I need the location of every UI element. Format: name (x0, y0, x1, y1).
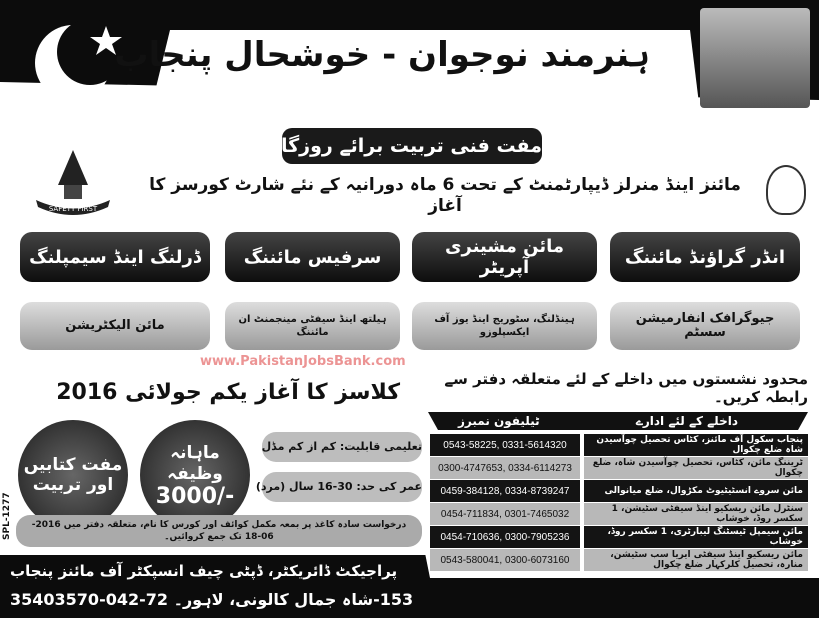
course-mine-electrician (20, 302, 210, 350)
table-row (430, 526, 808, 548)
course-health-safety (225, 302, 400, 350)
course-underground-mining (610, 232, 800, 282)
stipend-badge (140, 420, 250, 530)
course-label: سرفیس مائننگ (243, 246, 382, 268)
phone-cell: 0543-580041, 0300-6073160 (430, 549, 580, 571)
footer-address: 153-شاہ جمال کالونی، لاہور۔ 72-042-35403570 (10, 590, 414, 609)
contact-note: محدود نشستوں میں داخلے کے لئے متعلقہ دفتر سے رابطہ کریں۔ (444, 370, 808, 406)
institute-cell: مائن سیمپل ٹیسٹنگ لیبارٹری، 1 سکسر روڈ، خوشاب (584, 526, 808, 548)
safety-first-logo (28, 145, 118, 217)
subtitle: مائنز اینڈ منرلز ڈیپارٹمنٹ کے تحت 6 ماہ دورانیہ کے نئے شارٹ کورسز کا آغاز (149, 175, 741, 216)
institute-cell: مائن سروے انسٹیٹیوٹ مکڑوال، ضلع میانوالی (584, 480, 808, 502)
course-mine-machinery-operator (412, 232, 597, 282)
institute-cell: سنٹرل مائن ریسکیو اینڈ سیفٹی سٹیشن، 1 سکسر روڈ، خوشاب (584, 503, 808, 525)
phone-cell: 0459-384128, 0334-8739247 (430, 480, 580, 502)
free-books-badge (18, 420, 128, 530)
svg-text:SAFETY FIRST: SAFETY FIRST (48, 205, 98, 213)
phone-cell: 0543-58225, 0331-5614320 (430, 434, 580, 456)
reference-code: SPL-1277 (2, 492, 12, 540)
phones-header: ٹیلیفون نمبرز (458, 414, 540, 428)
course-label: ہینڈلنگ، سٹوریج اینڈ یوز آف ایکسپلوزو (434, 314, 575, 338)
course-explosives (412, 302, 597, 350)
course-label: مائن الیکٹریشن (65, 318, 165, 333)
page-title: ہنرمند نوجوان - خوشحال پنجاب (114, 35, 650, 75)
institute-cell: پنجاب سکول آف مائنز، کٹاس تحصیل چوآسیدن شاہ ضلع چکوال (584, 434, 808, 456)
phone-cell: 0454-710636, 0300-7905236 (430, 526, 580, 548)
institute-cell: ٹریننگ مائن، کٹاس، تحصیل چوآسیدن شاہ، ضلع چکوال (584, 457, 808, 479)
institute-cell: مائن ریسکیو اینڈ سیفٹی ایریا سب سٹیشن، منارہ، تحصیل کلرکہار ضلع چکوال (584, 549, 808, 571)
portrait-photo (700, 8, 810, 108)
table-row (430, 434, 808, 456)
punjab-govt-logo (766, 165, 806, 215)
stipend-amount: 3000/- (155, 483, 235, 509)
application-note-text: درخواست سادہ کاغذ پر بمعہ مکمل کوائف اور کورس کا نام، متعلقہ دفتر میں 2016-06-18 تک جمع کروائیں۔ (31, 520, 407, 542)
course-label: جیوگرافک انفارمیشن سسٹم (635, 311, 775, 340)
table-row (430, 503, 808, 525)
course-gis (610, 302, 800, 350)
education-requirement: تعلیمی قابلیت: کم از کم مڈل (262, 432, 422, 462)
books-line1: مفت کتابیں (23, 455, 123, 475)
course-drilling-sampling (20, 232, 210, 282)
crescent-star-icon (28, 18, 128, 103)
phone-cell: 0300-4747653, 0334-6114273 (430, 457, 580, 479)
institutes-header: داخلے کے لئے ادارے (635, 414, 738, 428)
course-surface-mining (225, 232, 400, 282)
age-limit: عمر کی حد: 30-16 سال (مرد) (262, 472, 422, 502)
classes-start-date: کلاسز کا آغاز یکم جولائی 2016 (56, 380, 400, 405)
free-training-banner: مفت فنی تربیت برائے روزگار (282, 128, 542, 164)
table-header (428, 412, 808, 430)
phone-cell: 0454-711834, 0301-7465032 (430, 503, 580, 525)
footer-office: پراجیکٹ ڈائریکٹر، ڈپٹی چیف انسپکٹر آف مائنز پنجاب (10, 562, 398, 580)
course-label: ڈرلنگ اینڈ سیمپلنگ (29, 246, 201, 268)
watermark: www.PakistanJobsBank.com (200, 354, 406, 369)
course-label: ہیلتھ اینڈ سیفٹی مینجمنٹ ان مائننگ (238, 314, 387, 338)
table-row (430, 457, 808, 479)
books-line2: اور تربیت (32, 475, 114, 495)
application-note (16, 515, 422, 547)
course-label: مائن مشینری آپریٹر (445, 236, 564, 278)
table-row (430, 480, 808, 502)
course-label: انڈر گراؤنڈ مائننگ (624, 246, 786, 268)
stipend-label: ماہانہ وظیفہ (167, 442, 223, 484)
table-row (430, 549, 808, 571)
